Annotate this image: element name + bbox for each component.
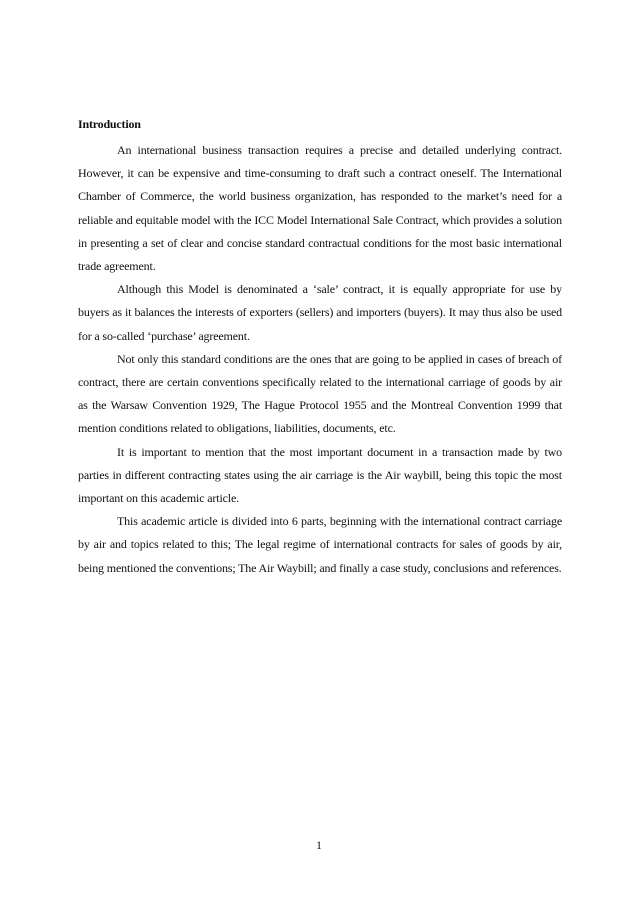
paragraph-3: Not only this standard conditions are the ones that are going to be applied in cases of breach of contract, there are certain conventions specifically related to the international carriage of goods by air as the Warsaw Convention 1929, The Hague Protocol 1955 and the Montreal Convention 1999 that mention conditions related to obligations, liabilities, documents, etc. xyxy=(78,351,562,436)
paragraph-1: An international business transaction requires a precise and detailed underlying contract. However, it can be expensive and time-consuming to draft such a contract oneself. The International Chamber of Commerce, the world business organization, has responded to the market’s need for a reliable and equitable model with the ICC Model International Sale Contract, which provides a solution in presenting a set of clear and concise standard contractual conditions for the most basic international trade agreement. xyxy=(78,143,562,274)
page-body xyxy=(78,115,562,580)
paragraph-2: Although this Model is denominated a ‘sale’ contract, it is equally appropriate for use by buyers as it balances the interests of exporters (sellers) and importers (buyers). It may thus also be used for a so-called ‘purchase’ agreement. xyxy=(78,282,562,343)
paragraph-5: This academic article is divided into 6 parts, beginning with the international contract carriage by air and topics related to this; The legal regime of international contracts for sales of goods by air, being mentioned the conventions; The Air Waybill; and finally a case study, conclusions and references. xyxy=(78,514,562,575)
paragraph-4: It is important to mention that the most important document in a transaction made by two parties in different contracting states using the air carriage is the Air waybill, being this topic the most important on this academic article. xyxy=(78,444,562,506)
section-heading: Introduction xyxy=(78,117,141,131)
page-number: 1 xyxy=(316,838,322,852)
